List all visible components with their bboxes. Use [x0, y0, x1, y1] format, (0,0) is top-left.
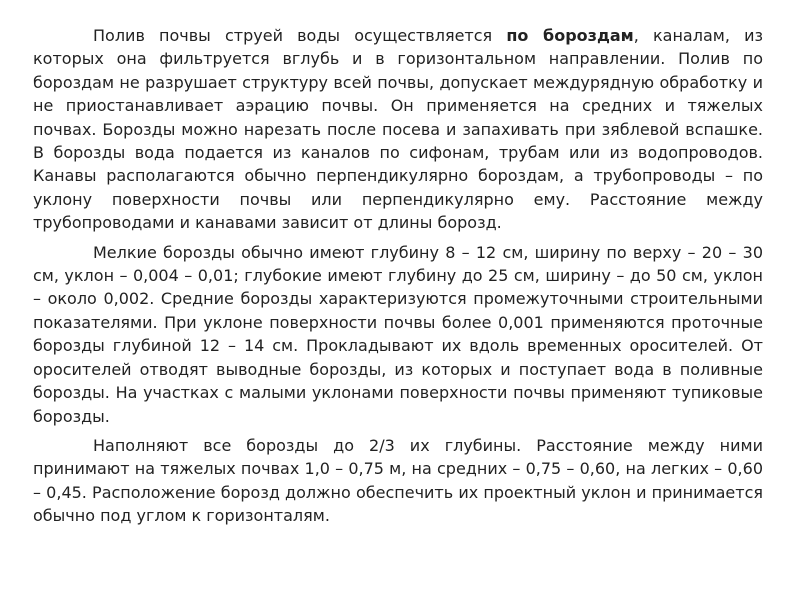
paragraph-2: Мелкие борозды обычно имеют глубину 8 – 12 см, ширину по верху – 20 – 30 см, уклон – 0,004 – 0,01; глубокие имеют глубину до 25 см, ширину – до 50 см, уклон – около 0,002. Средние борозды характеризуются промежуточными строительными показателями. При уклоне поверхности почвы более 0,001 применяются проточные борозды глубиной 12 – 14 см. Прокладывают их вдоль временных оросителей. От оросителей отводят выводные борозды, из которых и поступает вода в поливные борозды. На участках с малыми уклонами поверхности почвы применяют тупиковые борозды. [33, 242, 763, 426]
paragraph-1-emphasis: по бороздам [506, 26, 634, 45]
paragraph-1-body: , каналам, из которых она фильтруется вглубь и в горизонтальном направлении. Полив по бороздам не разрушает структуру всей почвы, допускает междурядную обработку и не приостанавливает аэрацию почвы. Он применяется на средних и тяжелых почвах. Борозды можно нарезать после посева и запахивать при зяблевой вспашке. В борозды вода подается из каналов по сифонам, трубам или из водопроводов. Канавы располагаются обычно перпендикулярно бороздам, а трубопроводы – по уклону поверхности почвы или перпендикулярно ему. Расстояние между трубопроводами и канавами зависит от длины борозд. [33, 26, 763, 233]
document-text [33, 24, 763, 534]
paragraph-3: Наполняют все борозды до 2/3 их глубины. Расстояние между ними принимают на тяжелых почвах 1,0 – 0,75 м, на средних – 0,75 – 0,60, на легких – 0,60 – 0,45. Расположение борозд должно обеспечить их проектный уклон и принимается обычно под углом к горизонталям. [33, 435, 763, 526]
paragraph-1 [33, 24, 763, 235]
paragraph-1-intro: Полив почвы струей воды осуществляется [93, 26, 507, 45]
